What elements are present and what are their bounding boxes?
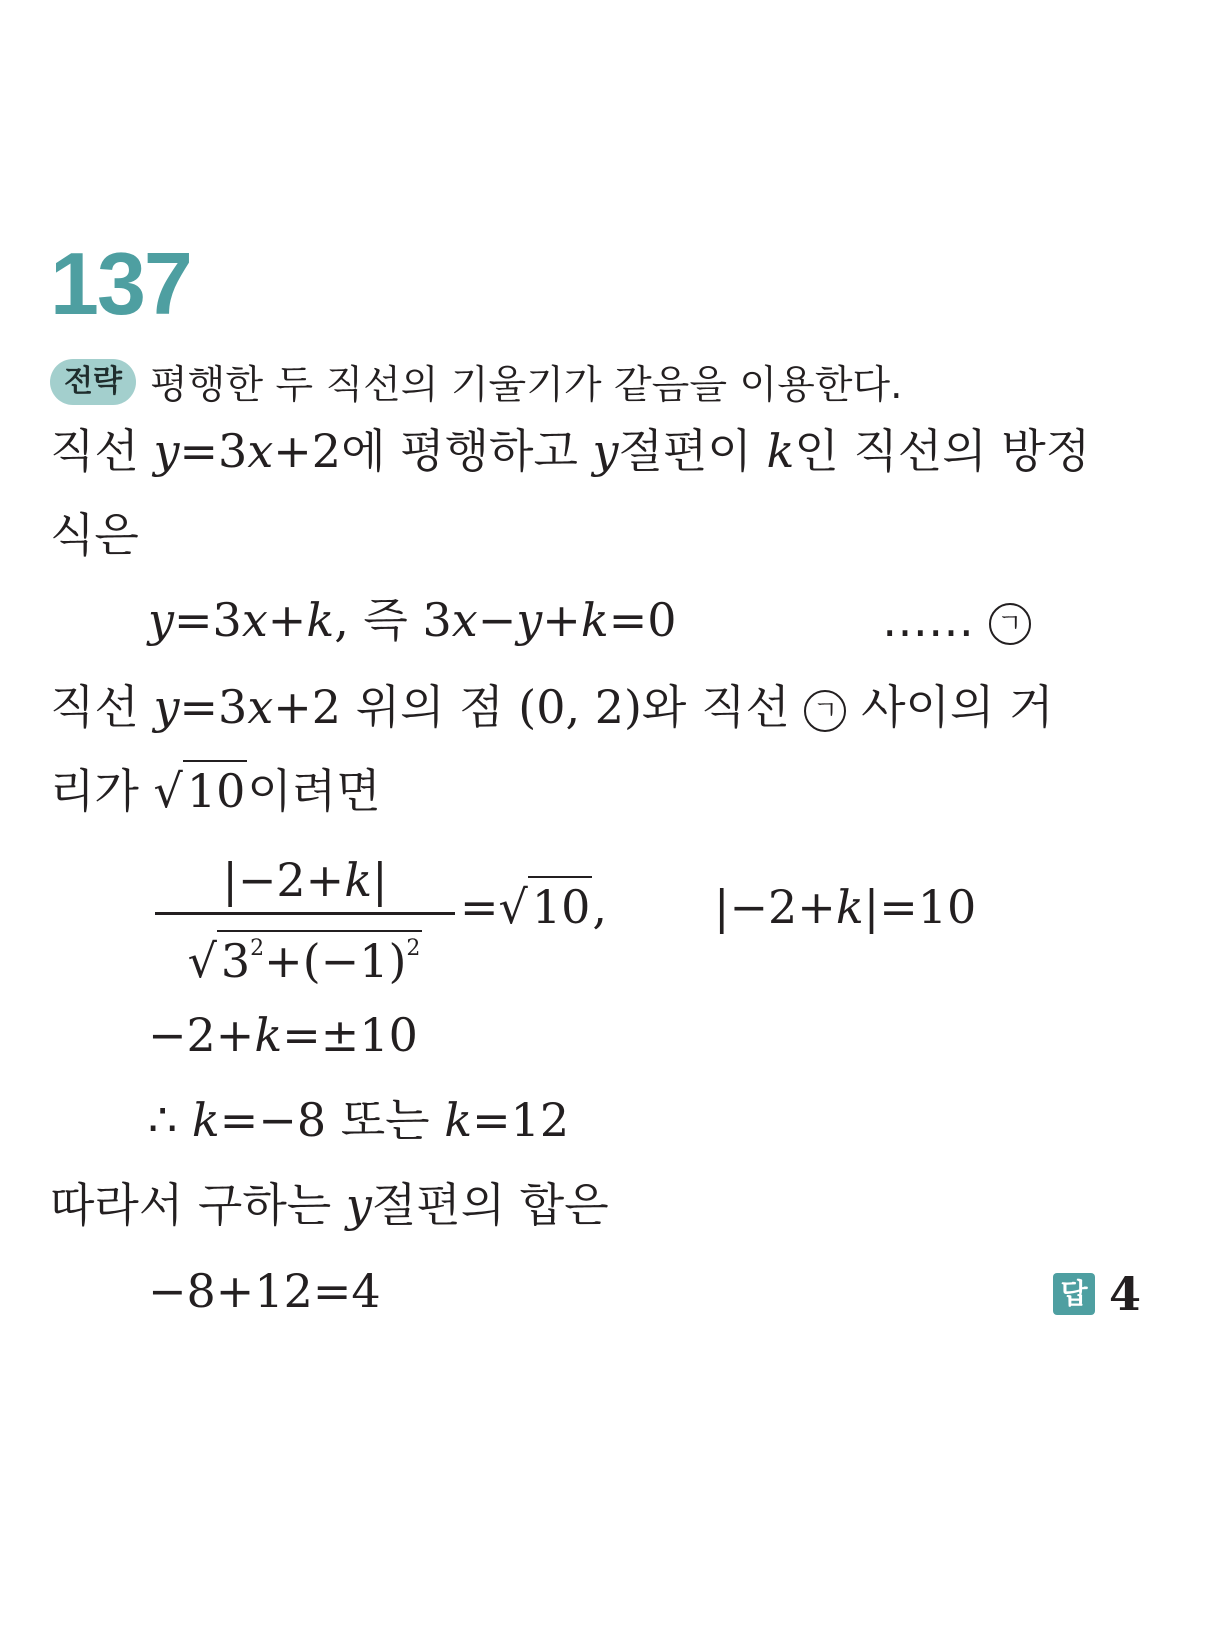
- square-root: √10: [499, 884, 593, 930]
- fraction-numerator: |−2+k|: [222, 853, 388, 907]
- solution-line-5: 따라서 구하는 y절편의 합은: [50, 1178, 609, 1232]
- fraction-bar: [155, 912, 455, 915]
- solution-line-3: 직선 y=3x+2 위의 점 (0, 2)와 직선 ㄱ 사이의 거: [50, 680, 1054, 734]
- equation-line-1: y=3x+k, 즉 3x−y+k=0: [148, 593, 677, 647]
- equation-line-4: −8+12=4: [148, 1264, 381, 1318]
- circled-label-giyeok: ㄱ: [989, 603, 1031, 645]
- strategy-row: [50, 357, 902, 407]
- fraction-result: =√10,: [460, 884, 607, 930]
- solution-line-2: 식은: [50, 508, 139, 562]
- circled-label-giyeok: ㄱ: [804, 690, 846, 732]
- equation-line-2: −2+k=±10: [148, 1008, 418, 1062]
- problem-number: 137: [50, 234, 191, 333]
- strategy-badge: 전략: [50, 359, 136, 405]
- answer-tag: 답: [1053, 1273, 1095, 1315]
- equation-line-3: ∴ k=−8 또는 k=12: [148, 1093, 570, 1147]
- answer-box: [1053, 1267, 1141, 1321]
- answer-value: 4: [1108, 1267, 1141, 1321]
- square-root: √10: [154, 768, 248, 814]
- strategy-text: 평행한 두 직선의 기울기가 같음을 이용한다.: [149, 363, 903, 408]
- solution-line-1: 직선 y=3x+2에 평행하고 y절편이 k인 직선의 방정: [50, 424, 1091, 478]
- absolute-value-equation: |−2+k|=10: [714, 880, 977, 934]
- equation-label-1: …… ㄱ: [882, 597, 1031, 645]
- solution-line-4: 리가 √10이려면: [50, 768, 381, 814]
- fraction-denominator: $√3^2+(-1)^2$: [155, 921, 455, 989]
- distance-fraction: [155, 850, 455, 989]
